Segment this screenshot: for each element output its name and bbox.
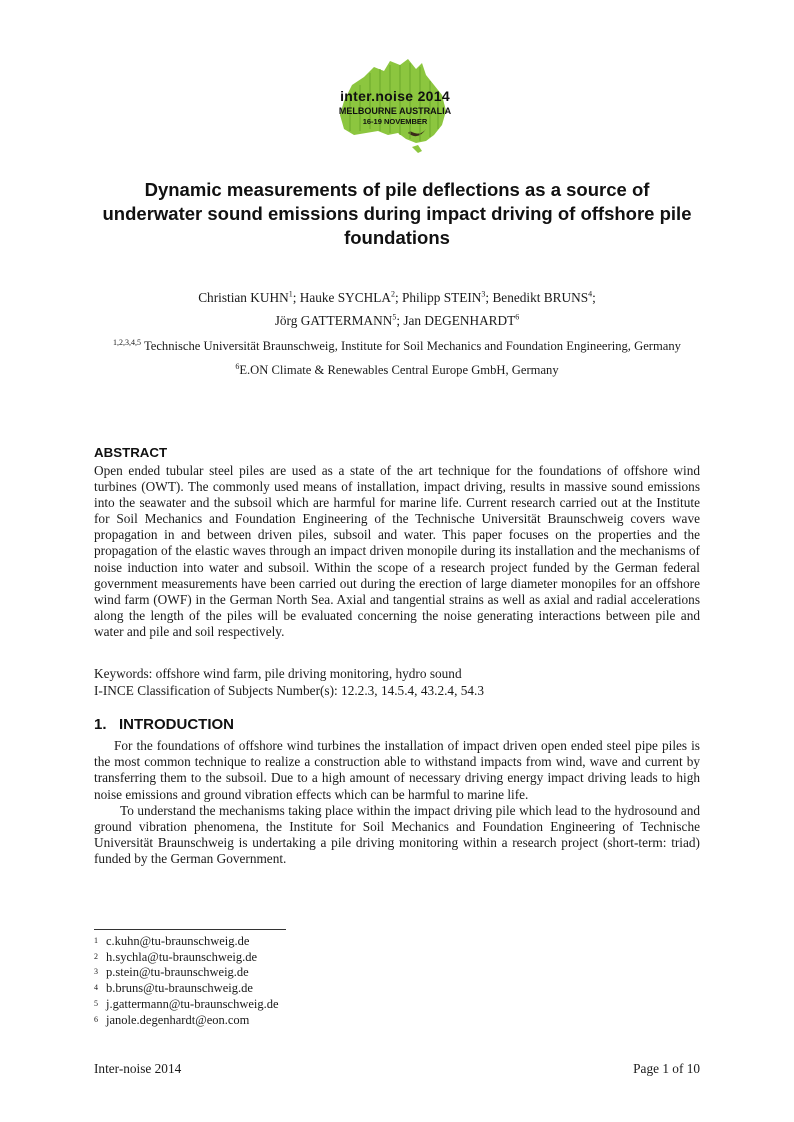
logo-title: inter.noise 2014 <box>340 88 450 104</box>
footer-page-number: Page 1 of 10 <box>633 1061 700 1076</box>
footnote <box>94 934 494 950</box>
footnote <box>94 1013 494 1029</box>
introduction-body <box>94 738 700 868</box>
conference-logo <box>330 55 460 165</box>
author-name: Hauke SYCHLA <box>299 290 391 305</box>
author-sup: 6 <box>515 312 520 322</box>
affiliation-2 <box>80 362 714 378</box>
footnotes <box>94 934 494 1028</box>
affiliation-text: Technische Universität Braunschweig, Institute for Soil Mechanics and Foundation Engineering, Germany <box>143 339 681 353</box>
logo-location: MELBOURNE AUSTRALIA <box>338 106 452 116</box>
footnote <box>94 965 494 981</box>
affiliation-1 <box>80 338 714 354</box>
footnote <box>94 997 494 1013</box>
footnote-email[interactable]: c.kuhn@tu-braunschweig.de <box>106 934 250 948</box>
footnote-number: 2 <box>94 951 98 961</box>
footnote-email[interactable]: b.bruns@tu-braunschweig.de <box>106 981 253 996</box>
authors-line-2 <box>80 313 714 329</box>
author-sup: 4 <box>588 289 593 299</box>
footnote-number: 6 <box>94 1014 98 1024</box>
footnote <box>94 981 494 997</box>
logo-dates: 16-19 NOVEMBER <box>362 117 428 126</box>
author-separator: ; <box>396 313 404 328</box>
author-separator: ; <box>485 290 493 305</box>
author-name: Philipp STEIN <box>401 290 482 305</box>
author-sup: 5 <box>392 312 397 322</box>
paragraph: To understand the mechanisms taking place within the impact driving pile which lead to the hydrosound and ground vibration phenomena, the Institute for Soil Mechanics and Foundation Engineering of Technische Universität Braunschweig is undertaking a pile driving monitoring within a research project (short-term: triad) funded by the German Government. <box>94 802 700 867</box>
author-name: Christian KUHN <box>198 290 289 305</box>
abstract-text: Open ended tubular steel piles are used as a state of the art technique for the foundations of offshore wind turbines (OWT). The commonly used means of installation, impact driving, results in massive sound emissions into the seawater and the subsoil which are harmful for marine life. Current research carried out at the Institute for Soil Mechanics and Foundation Engineering of the Technische Universität Braunschweig covers wave propagation in and between driven piles, subsoil and water. This paper focuses on the properties and the propagation of the elastic waves through an impact driven monopile during its installation and the mechanisms of noise induction into water and subsoil. Within the scope of a research project funded by the German federal government measurements have been carried out during the erection of large diameter monopiles for an offshore wind farm (OWF) in the German North Sea. Axial and tangential strains as well as axial and radial accelerations along the length of the piles will be evaluated concerning the noise generating interactions between pile and water and pile and soil respectively. <box>94 463 700 639</box>
author-separator: ; <box>592 290 596 305</box>
author-sup: 3 <box>481 289 486 299</box>
footnote-number: 3 <box>94 967 98 977</box>
footnote-email[interactable]: h.sychla@tu-braunschweig.de <box>106 949 258 964</box>
footnote-number: 5 <box>94 998 98 1008</box>
keywords: Keywords: offshore wind farm, pile driving monitoring, hydro sound <box>94 666 462 681</box>
author-sup: 1 <box>288 289 293 299</box>
classification: I-INCE Classification of Subjects Number(s): 12.2.3, 14.5.4, 43.2.4, 54.3 <box>94 682 484 698</box>
keywords-block <box>94 666 700 699</box>
author-name: Jan DEGENHARDT <box>403 313 516 328</box>
affiliation-text: E.ON Climate & Renewables Central Europe GmbH, Germany <box>239 363 559 377</box>
footnote <box>94 950 494 966</box>
footnote-email[interactable]: janole.degenhardt@eon.com <box>106 1012 250 1027</box>
authors-line-1 <box>80 290 714 306</box>
footnote-number: 4 <box>94 983 98 993</box>
author-name: Jörg GATTERMANN <box>274 313 393 328</box>
author-separator: ; <box>292 290 300 305</box>
affiliation-sup: 1,2,3,4,5 <box>113 337 142 347</box>
paper-title: Dynamic measurements of pile deflections as a source of underwater sound emissions during impact driving of offshore pile foundations <box>102 179 692 248</box>
author-name: Benedikt BRUNS <box>492 290 589 305</box>
author-sup: 2 <box>390 289 395 299</box>
paragraph: For the foundations of offshore wind turbines the installation of impact driven open ended steel pipe piles is the most common technique to realize a construction able to withstand impacts from wind, wave and current by transferring them to the subsoil. Due to a high amount of necessary driving energy impact driving leads to high noise emissions and ground vibration effects which can be harmful to marine life. <box>94 738 700 802</box>
abstract-heading: ABSTRACT <box>94 445 168 460</box>
author-separator: ; <box>394 290 402 305</box>
footer-conference: Inter-noise 2014 <box>94 1061 182 1076</box>
affiliation-sup: 6 <box>235 361 240 371</box>
footnote-divider <box>94 929 286 930</box>
footnote-number: 1 <box>94 936 98 945</box>
introduction-heading: 1. INTRODUCTION <box>94 716 235 733</box>
footnote-email[interactable]: p.stein@tu-braunschweig.de <box>106 965 249 980</box>
footnote-email[interactable]: j.gattermann@tu-braunschweig.de <box>106 996 279 1011</box>
